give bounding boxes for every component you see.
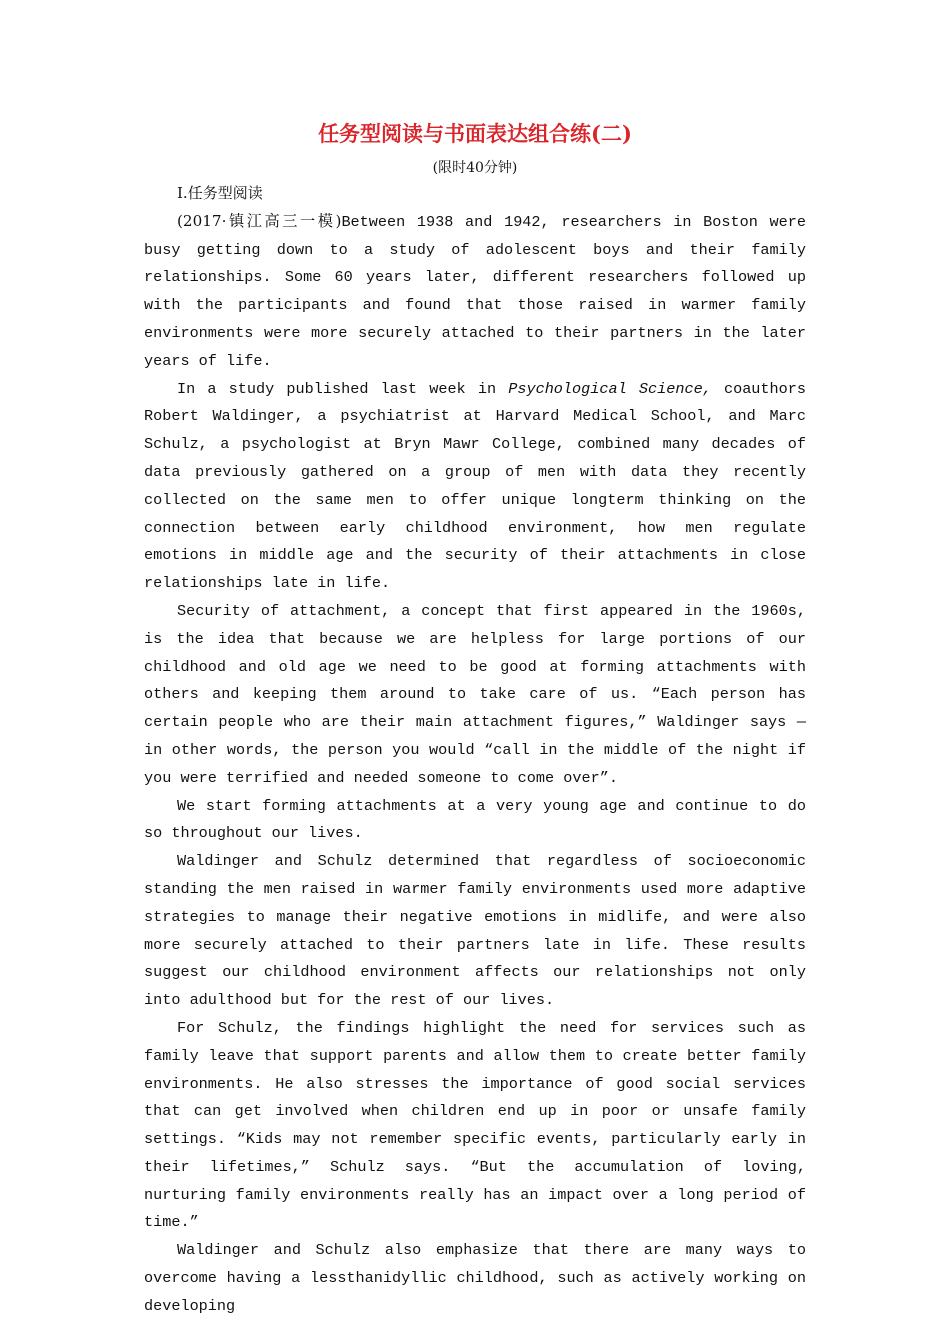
paragraph-2: [144, 376, 806, 598]
paragraph-2-after: coauthors Robert Waldinger, a psychiatrist at Harvard Medical School, and Marc Schulz, a psychologist at Bryn Mawr College, combined many decades of data previously gathered on a group of men with data they recently collected on the same men to offer unique longterm thinking on the connection between early childhood environment, how men regulate emotions in middle age and the security of their attachments in close relationships late in life.: [144, 379, 806, 593]
paragraph-7: Waldinger and Schulz also emphasize that there are many ways to overcome having a lessthanidyllic childhood, such as actively working on developing: [144, 1241, 806, 1315]
paragraph-2-before: In a study published last week in: [177, 379, 509, 398]
paragraph-4: We start forming attachments at a very young age and continue to do so throughout our lives.: [144, 796, 806, 843]
paragraph-1-text: Between 1938 and 1942, researchers in Boston were busy getting down to a study of adolescent boys and their family relationships. Some 60 years later, different researchers followed up with the participants and found that those raised in warmer family environments were more securely attached to their partners in the later years of life.: [144, 212, 806, 370]
paragraph-3: Security of attachment, a concept that first appeared in the 1960s, is the idea that because we are helpless for large portions of our childhood and old age we need to be good at forming attachments with others and keeping them around to take care of us. “Each person has certain people who are their main attachment figures,” Waldinger says — in other words, the person you would “call in the middle of the night if you were terrified and needed someone to come over”.: [144, 601, 806, 787]
paragraph-1: [144, 208, 806, 376]
paragraph-6: For Schulz, the findings highlight the need for services such as family leave that support parents and allow them to create better family environments. He also stresses the importance of good social services that can get involved when children end up in poor or unsafe family settings. “Kids may not remember specific events, particularly early in their lifetimes,” Schulz says. “But the accumulation of loving, nurturing family environments really has an impact over a long period of time.”: [144, 1018, 806, 1232]
document-body: [144, 180, 806, 1321]
page-title: 任务型阅读与书面表达组合练(二): [318, 121, 632, 146]
paragraph-5: Waldinger and Schulz determined that regardless of socioeconomic standing the men raised in warmer family environments used more adaptive strategies to manage their negative emotions in midlife, and were also more securely attached to their partners late in life. These results suggest our childhood environment affects our relationships not only into adulthood but for the rest of our lives.: [144, 852, 806, 1010]
section-heading: Ⅰ.任务型阅读: [177, 184, 263, 202]
time-limit: (限时40分钟): [432, 160, 518, 176]
source-note: (2017·镇江高三一模): [177, 211, 342, 230]
journal-name: Psychological Science,: [508, 379, 712, 398]
